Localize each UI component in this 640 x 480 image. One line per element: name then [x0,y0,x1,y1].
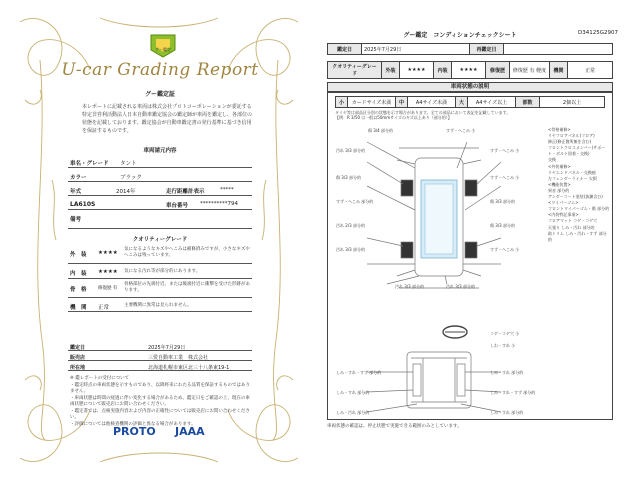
certificate-subtitle: グー鑑定証 [144,91,175,98]
legend-item: 修正(修正箇所無を含む) [548,139,592,145]
vehicle-section-heading: 車両請元内容 [143,148,177,154]
gu-appraisal-badge-icon [148,32,178,58]
grade-row-exterior [68,245,252,264]
remark-item: ・鑑定時点の車両状態を示すものであり、以降将来にわたる品質を保証するものではありません。 [70,382,250,394]
sheet-code: D34125G2907 [578,30,618,36]
engine-value: 正常 [568,62,613,79]
field-year-mileage [68,183,252,196]
info-row-date [68,342,252,351]
certificate-intro: 本レポートに記載される車両は株式会社プロトコーポレーションが委託する特定非営利活動法人日本自動車鑑定協会の鑑定師が車両を鑑定し、各部位の状態を記載しております。鑑定協会が自動車鑑定書の発行基準に基づき信用を保証するものです。 [82,104,253,134]
appraisal-date-table [327,43,613,55]
remark-item: ・鑑定書では、点検実施内容および内容の正確性については販売店にお問い合わせください。 [70,408,250,420]
grade-stars: ★★★★ [98,269,118,275]
damage-label: すず・へこみ 小 [490,247,520,252]
damage-label: しみ・すれ・すず 部分的 [336,370,382,375]
damage-label: 汚れ 3/3 部分的 [446,284,475,289]
size-small-desc: カードサイズ未満 [348,97,396,108]
info-row-address [68,362,252,371]
sheet-title: グー鑑定 コンディションチェックシート [403,32,517,39]
vehicle-name-value: タント [120,161,137,167]
legend-item: 助トリム しみ・汚れ・すず 部分的 [548,230,607,242]
damage-label: 傷 3/3 部分的 [336,175,361,180]
damage-legend [548,127,610,243]
vehicle-state-heading: 車両状態の説明 [327,82,613,92]
damage-label: 傷 3/4 部分的 [368,128,393,133]
damage-size-table [335,96,605,108]
int-value: ★★★★ [452,62,486,79]
remarks-heading: ※ 鑑レポートの受付について [70,376,130,381]
ext-value: ★★★★ [400,62,434,79]
info-value: 2025年7月29日 [148,345,186,351]
damage-label: しわ・すれ 小 [490,343,516,348]
legend-item: <機能装置> [548,181,571,187]
grade-label: 外 装 [70,252,87,258]
model-code: LA610S [70,201,96,208]
year-value: 2014年 [116,189,136,195]
qg-label: クオリティーグレード [328,62,382,79]
legend-item: <骨格補修> [548,127,571,132]
damage-label: 傷 3/3 部分的 [490,199,515,204]
sheet-footer-note: 車両状態の確認は、停止状態で実施できる範囲のみとしています。 [327,424,462,429]
damage-label: すず・へこみ 小 [446,128,476,133]
damage-label: すず・へこみ 部分的 [336,199,374,204]
legend-item: フロアマット コゲ・コゲ穴 [548,218,598,224]
chassis-label: 車台番号 [166,203,189,209]
legend-item: 左フェンダーライナー 欠損 [548,175,597,181]
frame-value: 修復歴 有 軽度 [510,62,550,79]
legend-item: リヤエンドパネル・交換痕 [548,169,596,175]
grade-desc: 気になる汚れ等が部分的にあります。 [124,269,201,274]
damage-label: 傷 3/3 部分的 [490,223,515,228]
legend-item: <外装補修> [548,163,571,169]
sheet-note: タイヤ等は部品区分別の状態を示す場合があります。全ての部品において表記を記載しています。 [335,110,511,115]
grading-certificate [0,0,318,480]
grade-desc: 骨格部位の先端付近、または後端付近に衝撃を受けた形跡があります。 [124,282,250,293]
frame-label: 修復歴 [486,62,510,79]
color-label: カラー [70,175,87,181]
jaaa-logo: JAAA [175,425,205,438]
size-large-label: 大 [456,97,468,108]
damage-label: 汚れ 3/3 部分的 [336,247,365,252]
date-value: 2025年7月29日 [362,44,470,55]
grade-stars: ★★★★ [98,250,118,256]
legend-item: フロントクロスメンバー(サポート・ボルト固着・交換) [548,145,606,157]
date-label: 鑑定日 [328,44,362,55]
size-large-desc: A4サイズ以上 [468,97,516,108]
info-label: 鑑定日 [70,345,86,351]
grade-label: 骨 格 [70,287,87,293]
remark-item: ・車両状態は時間の経過に伴い変化する場合があるため、鑑定日をご確認の上、現在の車両状態について販売店にお問い合わせください。 [70,395,250,407]
grade-stars: 正常 [98,305,110,311]
legend-item: リヤフロアパネル(フロア) [548,133,595,139]
damage-label: しみ・すれ 部分的 [336,390,370,395]
quality-section-heading: クオリティーグレード [132,237,188,243]
size-medium-label: 中 [396,97,408,108]
damage-label: 汚れ 3/3 部分的 [395,284,424,289]
quality-grade-table [327,61,613,79]
proto-logo: PROTO [113,425,156,438]
info-label: 販売店 [70,355,86,361]
year-label: 年式 [70,189,82,195]
legend-item: <ワイパーゴム> [548,200,579,206]
reappraisal-value [504,44,613,55]
legend-item: アンダーコート塗装(抜錬含む) [548,194,603,200]
grade-stars: 修復歴 有 [98,286,118,291]
grade-row-frame [68,280,252,298]
size-small-label: 小 [336,97,348,108]
certificate-remarks [70,376,254,428]
damage-label: しみ・すれ 部分的 [490,410,524,415]
sheet-note-example: 【例：R 3/50 は一般以50mmサイズのキズ以上あり（部分的）】 [335,115,452,120]
part-count-value: 2個以上 [540,97,605,108]
mileage-label: 走行距離計表示 [166,189,205,195]
info-label: 所在地 [70,365,86,371]
info-value: 北海道札幌市東区北三十八条東19-1 [148,365,230,371]
legend-item: <内装特記事項> [548,212,579,218]
info-row-dealer [68,352,252,361]
field-remarks [68,211,252,229]
damage-label: すず・へこみ 小 [490,175,520,180]
size-medium-desc: A4サイズ未満 [408,97,456,108]
damage-label: コゲ・コゲ穴 小 [490,331,520,336]
remark-item: ・評価については他検査機関の評価と異なる場合があります。 [70,421,196,427]
remarks-label: 備考 [70,217,82,223]
field-color [68,169,252,182]
grade-label: 内 装 [70,271,87,277]
vehicle-name-label: 車名・グレード [70,161,109,167]
damage-label: しみ・すれ・すず 部分的 [490,390,536,395]
certificate-title: U-car Grading Report [61,60,259,80]
legend-item: 異音 部分的 [548,187,570,193]
badge-label: グー鑑定 [155,47,171,52]
ext-label: 外装 [382,62,400,79]
damage-label: 汚れ 3/3 部分的 [336,148,365,153]
grade-label: 機 関 [70,305,87,311]
color-value: ブラック [120,175,142,181]
mileage-value: ***** [220,187,234,193]
grade-row-interior [68,265,252,279]
grade-desc: 主要機関に異常は見られません。 [124,303,192,308]
part-count-label: 部数 [516,97,540,108]
damage-label: すず・へこみ 小 [490,148,520,153]
grade-row-engine [68,299,252,312]
legend-item: 天張り しみ・汚れ 部分的 [548,224,595,230]
field-vehicle-name [68,155,252,168]
field-model-chassis [68,197,252,210]
int-label: 内装 [434,62,452,79]
damage-label: しみ・すれ 部分的 [490,370,524,375]
legend-item: フロントワイパーゴム・傷 部分的 [548,206,610,212]
damage-label: 汚れ 2/3 部分的 [336,223,365,228]
damage-label: しみ・汚れ 部分的 [336,410,370,415]
grade-desc: 気になるようなキズやへこみは補修済みですが、小さなキズやへこみは残っています。 [124,247,250,258]
info-value: 三愛自動車工業 株式会社 [148,355,209,361]
chassis-value: **********794 [200,201,238,207]
reappraisal-label: 再鑑定日 [470,44,504,55]
steering-wheel-icon [443,326,467,338]
engine-label: 機関 [550,62,568,79]
legend-item: 交換 [548,157,556,163]
